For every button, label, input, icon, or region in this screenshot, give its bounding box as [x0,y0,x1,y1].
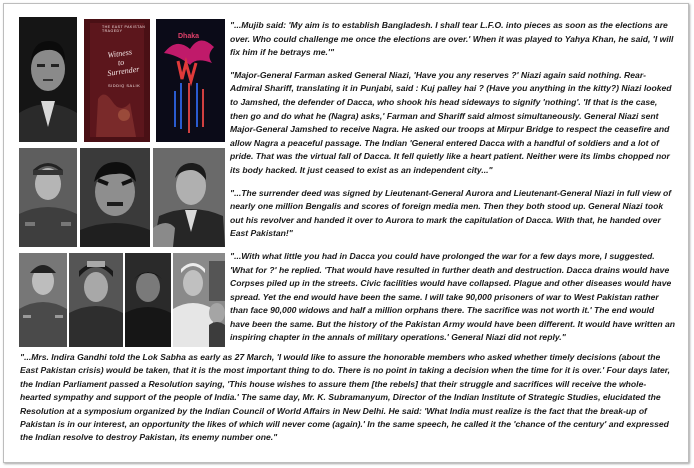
book-title-line-2: to [117,57,125,68]
portrait-photo-general-niazi [19,253,67,347]
portrait-photo-general-1 [19,148,77,247]
portrait-photo-admiral [173,253,225,347]
photo-collage [19,17,225,347]
portrait-photo-general-2 [69,253,123,347]
quote-paragraph: "...The surrender deed was signed by Lieutenant-General Aurora and Lieutenant-General Niazi in full view of nearly one million Bengalis and scores of foreign media men. Then they both stood up. General Niazi took out his revolver and handed it over to Aurora to mark the capitulation of Dacca. With that, he handed over East Pakistan!" [230,187,672,239]
book-title-line-1: Witness [107,47,133,60]
book-series-text: THE EAST PAKISTAN TRAGEDY [102,25,146,33]
book-cover-witness-to-surrender [84,19,150,142]
portrait-photo-general-3 [125,253,171,347]
book-title [104,47,140,78]
book-cover-urdu [156,19,225,142]
quote-paragraph: "Major-General Farman asked General Niazi, 'Have you any reserves ?' Niazi again said nothing. Rear-Admiral Shariff, translating it in Punjabi, said : Kuj palley hai ? (Have you anything in the kitty?) Niazi looked to Jamshed, the defender of Dacca, who shook his head sideways to signify 'nothing'. 'If that is the case, then go and do what he (Nagra) asks,' Farman and Shariff said almost simultaneously. General Niazi sent Major-General Jamshed to receive Nagra. He asked our troops at Mirpur Bridge to respect the ceasefire and allow Nagra a peaceful passage. The Indian 'General entered Dacca with a handful of soldiers and a lot of pride. That was the virtual fall of Dacca. It fell quietly like a heart patient. Neither were its limbs chopped nor its body hacked. It just ceased to exist as an independent city..." [230,69,672,175]
portrait-photo-bhutto [153,148,225,247]
quotes-column [230,19,676,354]
urdu-cover-title: Dhaka [178,33,200,40]
quote-paragraph: "...With what little you had in Dacca you could have prolonged the war for a few days more, I suggested. 'What for ?' he replied. 'That would have resulted in further death and destruction. Dacca drains would have Corpses piled up in the streets. Civic facilities would have collapsed. Plague and other diseases would have spread. Yet the end would have been the same. I will take 90,000 prisoners of war to West Pakistan rather than face 90,000 widows and half a million orphans there. The sacrifice was not worth it.' The end would have been the same. But the history of the Pakistan Army would have been different. It would have written an inspiring chapter in the annals of military operations.' General Niazi did not reply." [230,250,676,343]
portrait-photo-yahya-khan [80,148,150,247]
book-author: SIDDIQ SALIK [108,83,141,88]
portrait-photo-mujib [19,17,77,142]
book-title-line-3: Surrender [106,64,140,78]
quote-paragraph: "...Mujib said: 'My aim is to establish Bangladesh. I shall tear L.F.O. into pieces as soon as the elections are over. Who could challenge me once the elections are over.' When it was played to Yahya Khan, he said, 'I will fix him if he betrays me.'" [230,20,674,58]
quote-paragraph-bottom: "...Mrs. Indira Gandhi told the Lok Sabha as early as 27 March, 'I would like to assure the honorable members who asked whether timely decisions (about the East Pakistan crisis) would be taken, that it is the most important thing to do. There is no point in taking a decision when the time for it is over.' Four days later, the Indian Parliament passed a Resolution saying, 'This house wishes to assure them [the rebels] that their struggle and sacrifices will receive the whole-hearted sympathy and support of the people of India.' The same day, Mr. K. Subramanyum, Director of the Indian Institute of Strategic Studies, elucidated the Resolution at a symposium organized by the Indian Council of World Affairs in New Delhi. He said: 'What India must realize is the fact that the break-up of Pakistan is in our interest, an opportunity the likes of which will never come (again).' In the same speech, he called it the 'chance of the century' and expressed the Indian resolve to destroy Pakistan, its enemy number one." [20,352,671,443]
